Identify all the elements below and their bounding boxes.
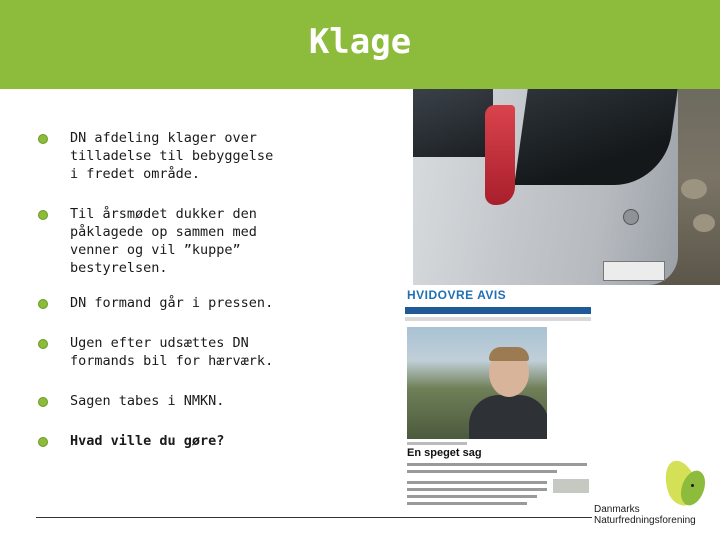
logo-line-1: Danmarks — [594, 504, 640, 515]
footer-rule — [36, 517, 592, 518]
newspaper-headline: En speget sag — [407, 447, 482, 459]
bullet-text: DN formand går i pressen. — [70, 295, 274, 311]
newspaper-clipping — [403, 287, 591, 515]
newspaper-subbar — [405, 317, 591, 321]
newspaper-portrait-photo — [407, 327, 547, 439]
newspaper-text-line — [407, 463, 587, 466]
bullet-text: Hvad ville du gøre? — [70, 433, 225, 449]
car-badge-icon — [623, 209, 639, 225]
bullet-text: Sagen tabes i NMKN. — [70, 393, 225, 409]
dn-logo — [594, 460, 716, 528]
bullet-dot-icon — [38, 134, 48, 144]
bullet-text: Til årsmødet dukker den påklagede op sammen med venner og vil ”kuppe” bestyrelsen. — [70, 206, 257, 276]
license-plate — [603, 261, 665, 281]
car-side-window — [413, 89, 493, 157]
bullet-dot-icon — [38, 210, 48, 220]
newspaper-nav-bar — [405, 307, 591, 314]
bullet-dot-icon — [38, 397, 48, 407]
ladybug-dot-icon — [691, 484, 694, 487]
bullet-dot-icon — [38, 437, 48, 447]
person-hair — [489, 347, 529, 361]
slide-title: Klage — [308, 22, 412, 62]
newspaper-masthead: HVIDOVRE AVIS — [407, 288, 507, 302]
bullet-dot-icon — [38, 339, 48, 349]
tail-light — [485, 105, 515, 205]
rock-shape — [681, 179, 707, 199]
rock-shape — [693, 214, 715, 232]
bullet-dot-icon — [38, 299, 48, 309]
newspaper-text-line — [407, 502, 527, 505]
newspaper-text-line — [407, 488, 547, 491]
vandalized-car-photo — [413, 89, 720, 285]
newspaper-caption — [407, 442, 467, 445]
logo-line-2: Naturfredningsforening — [594, 515, 696, 526]
newspaper-text-line — [407, 481, 547, 484]
newspaper-text-line — [407, 470, 557, 473]
newspaper-thumbnail — [553, 479, 589, 493]
person-body — [469, 395, 547, 439]
bullet-text: DN afdeling klager over tilladelse til bebyggelse i fredet område. — [70, 130, 274, 182]
bullet-text: Ugen efter udsættes DN formands bil for hærværk. — [70, 335, 274, 369]
newspaper-text-line — [407, 495, 537, 498]
